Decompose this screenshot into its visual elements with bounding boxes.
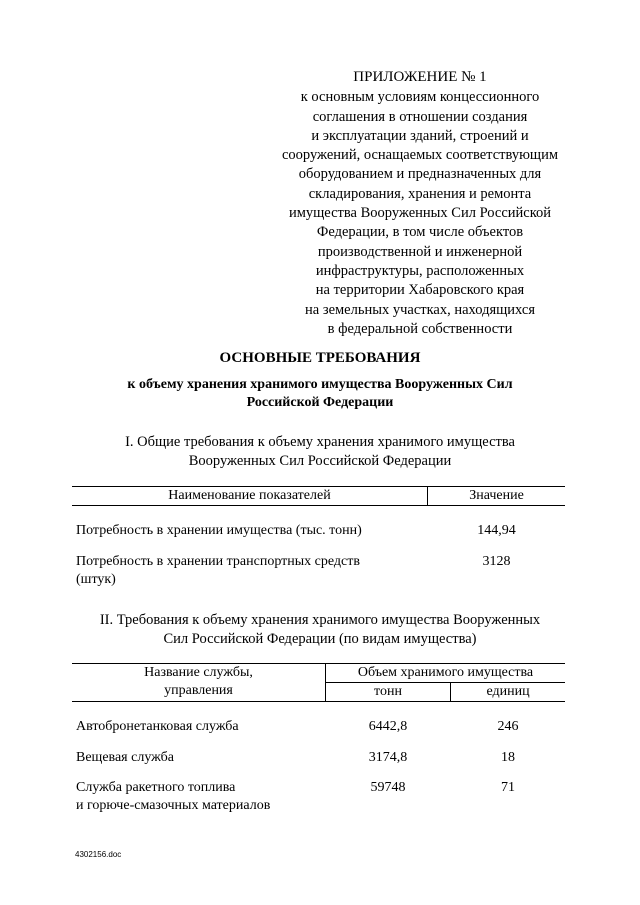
table-1-row-name-line: (штук) (76, 572, 116, 587)
section-2-heading-line: Сил Российской Федерации (по видам имущества) (163, 631, 477, 647)
table-2-row-units: 246 (497, 719, 519, 734)
table-2-row-name-line: Служба ракетного топлива (76, 780, 236, 795)
table-2-row-units: 18 (501, 750, 515, 765)
table-2-header-service-line: управления (164, 683, 233, 698)
table-2-row-tons: 3174,8 (368, 750, 408, 765)
table-2-header-rule (72, 701, 565, 702)
table-2-row-name: Автобронетанковая служба (76, 719, 239, 734)
table-2-row-name (76, 779, 326, 815)
table-2-header-units: единиц (486, 684, 530, 699)
appendix-line: к основным условиям концессионного (300, 89, 540, 106)
subtitle-line: Российской Федерации (246, 395, 394, 410)
appendix-line: на земельных участках, находящихся (305, 301, 535, 318)
appendix-line: оборудованием и предназначенных для (298, 166, 542, 183)
section-2-heading-line: II. Требования к объему хранения хранимого имущества Вооруженных (99, 612, 541, 628)
table-1-row-value: 3128 (482, 554, 511, 569)
appendix-line: в федеральной собственности (327, 320, 513, 337)
section-1-heading (100, 433, 540, 471)
file-name-footer: 4302156.doc (75, 850, 122, 859)
table-2-row-tons: 59748 (370, 780, 406, 795)
table-2-row-name-line: и горюче-смазочных материалов (76, 798, 271, 813)
appendix-line: и эксплуатации зданий, строений и (311, 127, 529, 144)
section-2-heading (80, 611, 560, 649)
table-1-row-value: 144,94 (477, 523, 516, 538)
appendix-line: сооружений, оснащаемых соответствующим (281, 147, 559, 164)
table-1-row-name (76, 553, 421, 589)
appendix-header (250, 68, 590, 339)
table-1-row-name-line: Потребность в хранении транспортных средств (76, 554, 360, 569)
subtitle-line: к объему хранения хранимого имущества Вооруженных Сил (127, 377, 513, 392)
table-1-header-value: Значение (469, 488, 524, 503)
appendix-heading: ПРИЛОЖЕНИЕ № 1 (353, 69, 487, 85)
table-2-row-units: 71 (501, 780, 515, 795)
document-title: ОСНОВНЫЕ ТРЕБОВАНИЯ (219, 350, 421, 366)
document-subtitle (100, 376, 540, 412)
section-1-heading-line: I. Общие требования к объему хранения хранимого имущества (125, 434, 515, 450)
table-2-header-tons: тонн (374, 684, 402, 699)
appendix-line: инфраструктуры, расположенных (315, 262, 525, 279)
appendix-line: имущества Вооруженных Сил Российской (288, 205, 552, 222)
table-1-row-name: Потребность в хранении имущества (тыс. тонн) (76, 523, 362, 538)
table-2-header-volume: Объем хранимого имущества (357, 665, 534, 680)
appendix-line: производственной и инженерной (317, 243, 523, 260)
appendix-line: складирования, хранения и ремонта (308, 185, 532, 202)
appendix-line: на территории Хабаровского края (315, 282, 525, 299)
table-1-header-name: Наименование показателей (168, 488, 331, 503)
section-1-heading-line: Вооруженных Сил Российской Федерации (188, 453, 452, 469)
table-2-header-service-line: Название службы, (144, 665, 253, 680)
table-2-row-name: Вещевая служба (76, 750, 174, 765)
appendix-line: соглашения в отношении создания (312, 108, 528, 125)
table-1-header-rule (72, 505, 565, 506)
table-2-row-tons: 6442,8 (368, 719, 408, 734)
appendix-line: Федерации, в том числе объектов (316, 224, 524, 241)
table-2-header-service (72, 664, 325, 700)
